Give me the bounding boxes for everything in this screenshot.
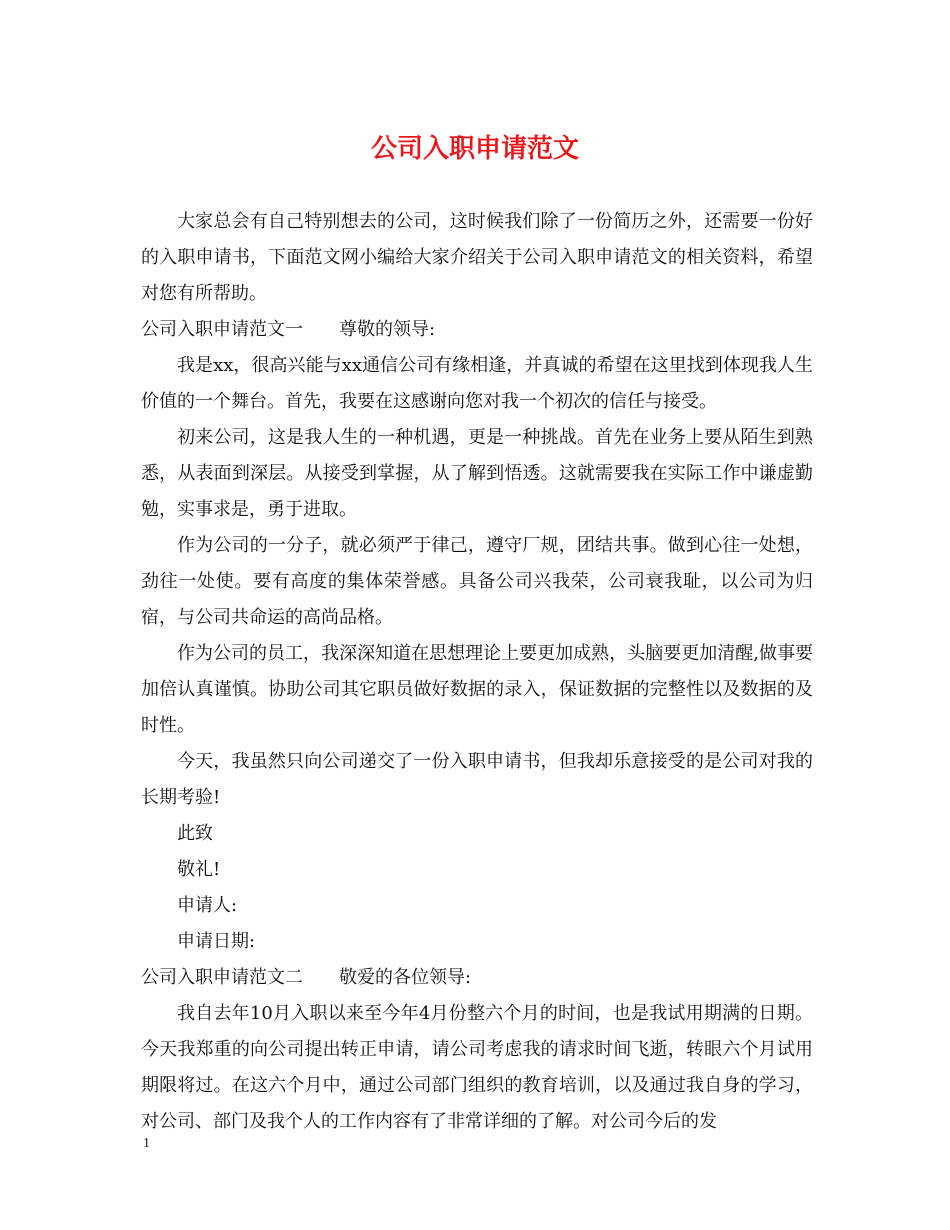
body-paragraph: 今天，我虽然只向公司递交了一份入职申请书，但我却乐意接受的是公司对我的长期考验!: [141, 751, 813, 808]
document-body: [141, 204, 813, 1140]
body-paragraph: 作为公司的员工，我深深知道在思想理论上要更加成熟，头脑要更加清醒,做事要加倍认真谨慎。协助公司其它职员做好数据的录入，保证数据的完整性以及数据的及时性。: [141, 643, 813, 736]
page-number: 1: [143, 1136, 150, 1151]
intro-paragraph: 大家总会有自己特别想去的公司，这时候我们除了一份简历之外，还需要一份好的入职申请书，下面范文网小编给大家介绍关于公司入职申请范文的相关资料，希望对您有所帮助。: [141, 211, 813, 304]
document-title: 公司入职申请范文: [370, 134, 579, 164]
section-heading-one: 公司入职申请范文一 尊敬的领导:: [141, 319, 436, 340]
section-heading-two: 公司入职申请范文二 敬爱的各位领导:: [141, 967, 472, 988]
body-paragraph: 初来公司，这是我人生的一种机遇，更是一种挑战。首先在业务上要从陌生到熟悉，从表面到深层。从接受到掌握，从了解到悟透。这就需要我在实际工作中谦虚勤勉，实事求是，勇于进取。: [141, 427, 813, 520]
closing-line: 此致: [177, 823, 213, 844]
date-line: 申请日期:: [177, 931, 256, 952]
body-paragraph: 作为公司的一分子，就必须严于律己，遵守厂规，团结共事。做到心往一处想，劲往一处使。要有高度的集体荣誉感。具备公司兴我荣，公司衰我耻，以公司为归宿，与公司共命运的高尚品格。: [141, 535, 813, 628]
closing-line: 敬礼!: [177, 859, 221, 880]
body-paragraph: 我是xx，很高兴能与xx通信公司有缘相逢，并真诚的希望在这里找到体现我人生价值的一个舞台。首先，我要在这感谢向您对我一个初次的信任与接受。: [141, 355, 813, 412]
body-paragraph: 我自去年10月入职以来至今年4月份整六个月的时间，也是我试用期满的日期。今天我郑重的向公司提出转正申请，请公司考虑我的请求时间飞逝，转眼六个月试用期限将过。在这六个月中，通过公司部门组织的教育培训，以及通过我自身的学习，对公司、部门及我个人的工作内容有了非常详细的了解。对公司今后的发: [141, 1003, 813, 1132]
signature-line: 申请人:: [177, 895, 238, 916]
